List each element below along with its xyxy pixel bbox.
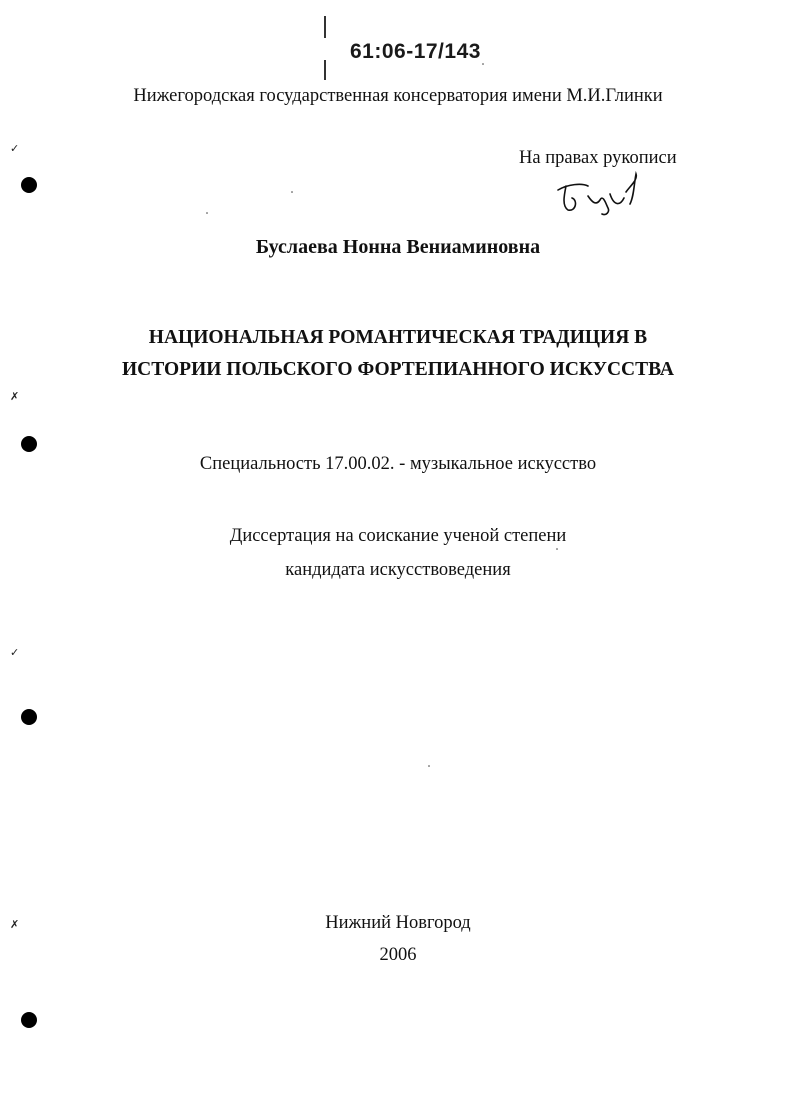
- archive-stamp: 61:06-17/143: [350, 40, 481, 63]
- punch-hole: [21, 436, 37, 452]
- dissertation-title: [0, 322, 796, 386]
- stamp-bar-top: [324, 16, 326, 38]
- title-line-2: ИСТОРИИ ПОЛЬСКОГО ФОРТЕПИАННОГО ИСКУССТВА: [122, 359, 674, 380]
- year: 2006: [379, 945, 417, 965]
- punch-hole: [21, 177, 37, 193]
- margin-mark-icon: ✗: [10, 390, 20, 403]
- city: Нижний Новгород: [325, 913, 471, 933]
- degree-line-2: кандидата искусствоведения: [285, 560, 511, 580]
- institution-name: Нижегородская государственная консерватория имени М.И.Глинки: [133, 86, 663, 106]
- stamp-bar-bottom: [324, 60, 326, 80]
- scan-speck: [556, 548, 558, 550]
- punch-hole: [21, 709, 37, 725]
- scan-speck: [428, 765, 430, 767]
- degree-statement: [0, 519, 796, 587]
- degree-line-1: Диссертация на соискание ученой степени: [229, 526, 567, 546]
- margin-mark-icon: ✓: [10, 646, 20, 659]
- margin-mark-icon: ✗: [10, 918, 20, 931]
- scan-speck: [206, 212, 208, 214]
- handwritten-signature: [548, 170, 648, 220]
- rights-note: На правах рукописи: [519, 148, 677, 168]
- punch-hole: [21, 1012, 37, 1028]
- scan-speck: [291, 191, 293, 193]
- scan-speck: [482, 63, 484, 65]
- title-line-1: НАЦИОНАЛЬНАЯ РОМАНТИЧЕСКАЯ ТРАДИЦИЯ В: [148, 327, 648, 348]
- author-name: Буслаева Нонна Вениаминовна: [255, 236, 541, 258]
- specialty: Специальность 17.00.02. - музыкальное искусство: [199, 454, 597, 474]
- margin-mark-icon: ✓: [10, 142, 20, 155]
